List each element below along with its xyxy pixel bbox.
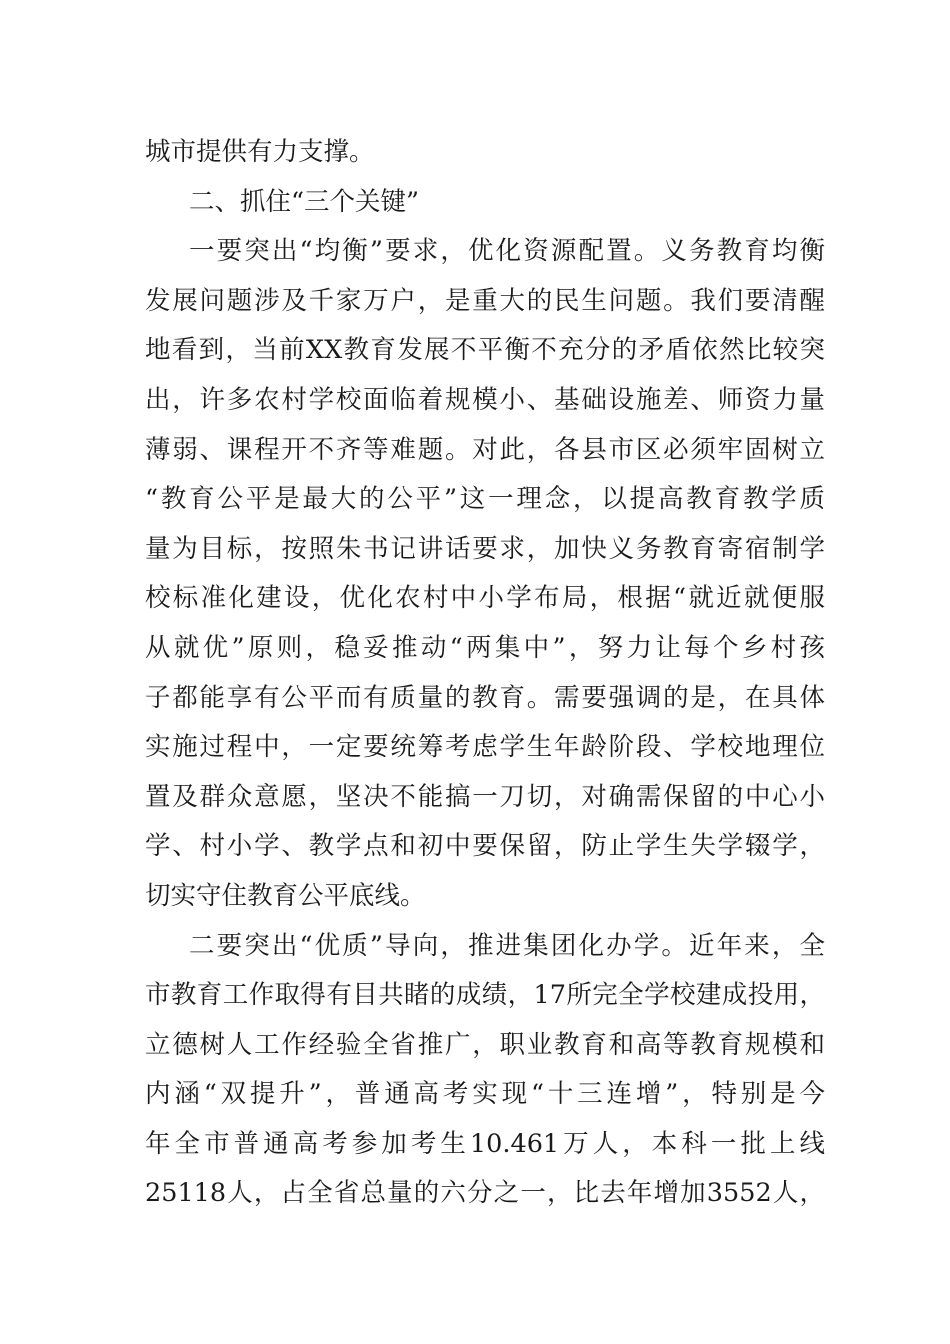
text-line: 城市提供有力支撑。 [145, 137, 375, 167]
text-line: 内涵“双提升”，普通高考实现“十三连增”，特别是今 [145, 1079, 825, 1110]
text-line: 立德树人工作经验全省推广，职业教育和高等教育规模和 [145, 1029, 825, 1060]
text-line: 25118人，占全省总量的六分之一，比去年增加3552人， [145, 1178, 825, 1209]
text-line: 市教育工作取得有目共睹的成绩，17所完全学校建成投用， [145, 980, 825, 1011]
text-line: 子都能享有公平而有质量的教育。需要强调的是，在具体 [145, 682, 825, 713]
text-line: 学、村小学、教学点和初中要保留，防止学生失学辍学， [145, 831, 825, 862]
section-heading: 二、抓住“三个关键” [189, 186, 420, 217]
text-line: 发展问题涉及千家万户，是重大的民生问题。我们要清醒 [145, 285, 825, 316]
text-line: 从就优”原则，稳妥推动“两集中”，努力让每个乡村孩 [145, 632, 825, 663]
text-line: “教育公平是最大的公平”这一理念，以提高教育教学质 [145, 484, 825, 515]
text-line: 地看到，当前XX教育发展不平衡不充分的矛盾依然比较突 [145, 335, 825, 366]
text-line: 切实守住教育公平底线。 [145, 880, 426, 911]
text-line: 实施过程中，一定要统筹考虑学生年龄阶段、学校地理位 [145, 732, 825, 763]
document-body [145, 128, 825, 1219]
text-line: 年全市普通高考参加考生10.461万人，本科一批上线 [145, 1128, 825, 1159]
text-line: 校标准化建设，优化农村中小学布局，根据“就近就便服 [145, 583, 825, 614]
text-line: 薄弱、课程开不齐等难题。对此，各县市区必须牢固树立 [145, 434, 825, 465]
text-line: 二要突出“优质”导向，推进集团化办学。近年来，全 [189, 930, 825, 961]
text-line: 置及群众意愿，坚决不能搞一刀切，对确需保留的中心小 [145, 781, 825, 812]
text-line: 出，许多农村学校面临着规模小、基础设施差、师资力量 [145, 384, 825, 415]
text-line: 一要突出“均衡”要求，优化资源配置。义务教育均衡 [189, 236, 825, 267]
text-line: 量为目标，按照朱书记讲话要求，加快义务教育寄宿制学 [145, 533, 825, 564]
